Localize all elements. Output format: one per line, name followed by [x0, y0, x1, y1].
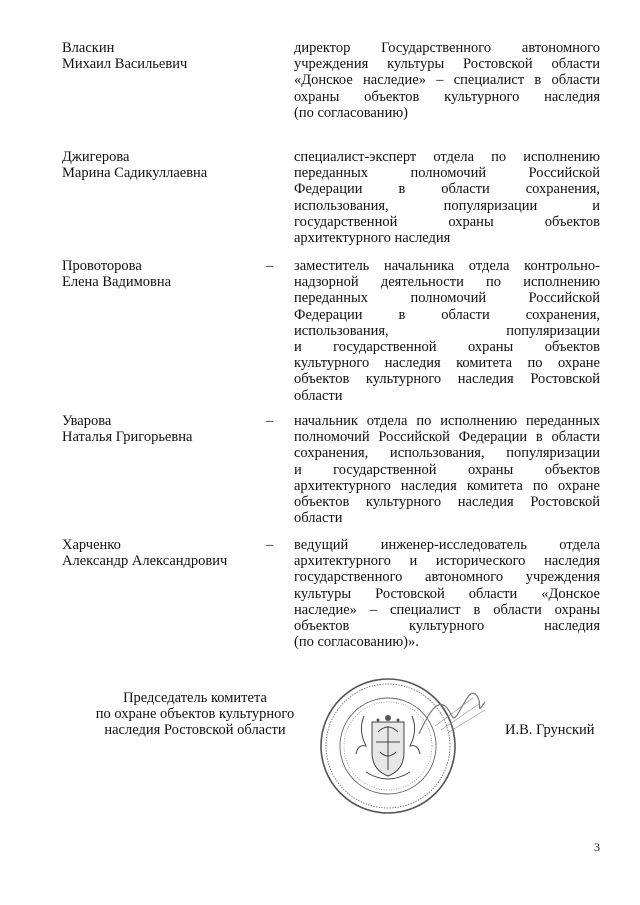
- position-line: наследие» – специалист в области охраны: [294, 601, 600, 618]
- member-surname: Джигерова: [62, 149, 130, 165]
- position-line: и государственной охраны объектов: [294, 461, 600, 478]
- page-number: 3: [594, 840, 600, 854]
- member-given-names: Александр Александрович: [62, 553, 228, 570]
- position-line: области: [294, 387, 343, 404]
- member-given-names: Наталья Григорьевна: [62, 429, 193, 446]
- member-name: [62, 537, 262, 569]
- separator-dash: –: [266, 258, 274, 274]
- member-name: [62, 149, 262, 181]
- position-line: сохранения, использования, популяризации: [294, 445, 600, 462]
- position-line: государственного автономного учреждения: [294, 569, 600, 586]
- position-line: переданных полномочий Российской: [294, 290, 600, 307]
- member-surname: Власкин: [62, 40, 115, 56]
- position-line: культуры Ростовской области «Донское: [294, 585, 600, 602]
- position-line: полномочий Российской Федерации в области: [294, 429, 600, 446]
- chair-title-line: Председатель комитета: [123, 690, 267, 706]
- member-given-names: Михаил Васильевич: [62, 56, 188, 73]
- position-line: заместитель начальника отдела контрольно-: [294, 258, 600, 274]
- signer-name: И.В. Грунский: [505, 722, 595, 738]
- position-line: учреждения культуры Ростовской области: [294, 56, 600, 73]
- member-name: [62, 258, 262, 290]
- position-line: переданных полномочий Российской: [294, 165, 600, 182]
- position-line: использования, популяризации: [294, 322, 600, 339]
- position-line: объектов культурного наследия Ростовской: [294, 494, 600, 511]
- member-surname: Провоторова: [62, 258, 142, 274]
- member-given-names: Марина Садикуллаевна: [62, 165, 208, 182]
- member-surname: Харченко: [62, 537, 121, 553]
- position-line: надзорной деятельности по исполнению: [294, 274, 600, 291]
- position-line: Федерации в области сохранения,: [294, 306, 600, 323]
- member-position: [294, 40, 600, 121]
- member-position: [294, 413, 600, 526]
- position-line: и государственной охраны объектов: [294, 339, 600, 356]
- position-line: архитектурного и исторического наследия: [294, 553, 600, 570]
- handwritten-signature: [415, 682, 490, 742]
- position-line: культурного наследия комитета по охране: [294, 355, 600, 372]
- position-line: (по согласованию)».: [294, 634, 419, 651]
- member-surname: Уварова: [62, 413, 112, 429]
- member-position: [294, 258, 600, 404]
- position-line: архитектурного наследия комитета по охране: [294, 477, 600, 494]
- member-name: [62, 413, 262, 445]
- position-line: начальник отдела по исполнению переданных: [294, 413, 600, 429]
- chair-title-line: наследия Ростовской области: [104, 722, 286, 739]
- member-name: [62, 40, 262, 72]
- chair-title: [70, 690, 320, 739]
- position-line: «Донское наследие» – специалист в области: [294, 72, 600, 89]
- position-line: ведущий инженер-исследователь отдела: [294, 537, 600, 553]
- position-line: архитектурного наследия: [294, 230, 451, 247]
- position-line: объектов культурного наследия: [294, 618, 600, 635]
- separator-dash: –: [266, 537, 274, 553]
- chair-title-line: по охране объектов культурного: [95, 706, 295, 723]
- position-line: специалист-эксперт отдела по исполнению: [294, 149, 600, 165]
- separator-dash: –: [266, 413, 274, 429]
- position-line: государственной охраны объектов: [294, 213, 600, 230]
- member-position: [294, 537, 600, 650]
- position-line: охраны объектов культурного наследия: [294, 88, 600, 105]
- position-line: (по согласованию): [294, 104, 408, 121]
- position-line: директор Государственного автономного: [294, 40, 600, 56]
- position-line: области: [294, 510, 343, 527]
- position-line: объектов культурного наследия Ростовской: [294, 371, 600, 388]
- member-given-names: Елена Вадимовна: [62, 274, 172, 291]
- member-position: [294, 149, 600, 246]
- position-line: Федерации в области сохранения,: [294, 181, 600, 198]
- position-line: использования, популяризации и: [294, 197, 600, 214]
